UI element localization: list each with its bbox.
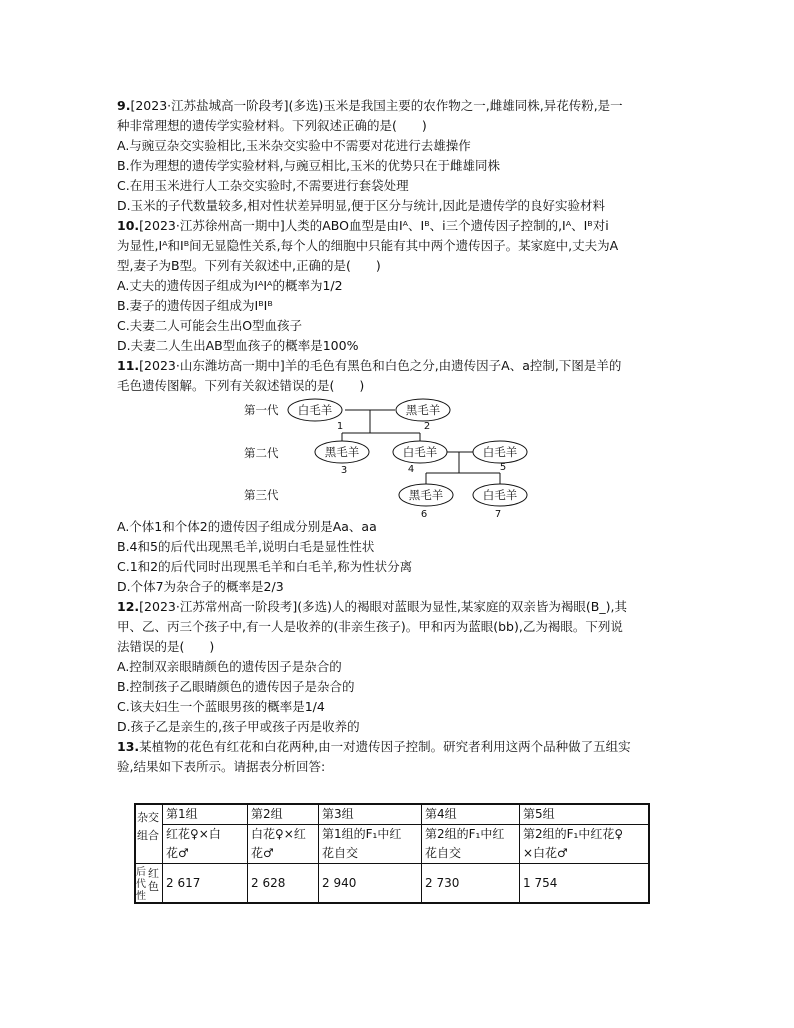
gen-label-1: 第一代 — [244, 403, 279, 417]
q13-stem-line1 — [117, 737, 631, 756]
cross-cell-2 — [248, 825, 319, 864]
q12-stem-line1 — [117, 597, 627, 616]
q10-option-d: D.夫妻二人生出AB型血孩子的概率是100% — [117, 338, 359, 353]
q12-stem-text1: [2023·江苏常州高一阶段考](多选)人的褐眼对蓝眼为显性,某家庭的双亲皆为褐眼(B_),其 — [139, 599, 627, 614]
table-row-values — [135, 864, 649, 904]
cross-cell-4 — [422, 825, 520, 864]
results-table — [134, 803, 650, 904]
pedigree-node-1-id: 1 — [336, 421, 344, 432]
q12-stem-line2: 甲、乙、丙三个孩子中,有一人是收养的(非亲生孩子)。甲和丙为蓝眼(bb),乙为褐眼。下列说 — [117, 619, 623, 634]
group-header-1: 第1组 — [163, 804, 248, 825]
pedigree-node-7-label: 白毛羊 — [482, 488, 518, 502]
q9-stem-text1: [2023·江苏盐城高一阶段考](多选)玉米是我国主要的农作物之一,雌雄同株,异花传粉,是一 — [130, 98, 623, 113]
q10-stem-text1: [2023·江苏徐州高一期中]人类的ABO血型是由Iᴬ、Iᴮ、i三个遗传因子控制的,Iᴬ、Iᴮ对i — [139, 218, 609, 233]
pedigree-node-1-label: 白毛羊 — [297, 403, 333, 417]
q10-number: 10. — [117, 218, 140, 233]
q11-option-c: C.1和2的后代同时出现黑毛羊和白毛羊,称为性状分离 — [117, 559, 413, 574]
q13-stem-text1: 某植物的花色有红花和白花两种,由一对遗传因子控制。研究者利用这两个品种做了五组实 — [139, 739, 631, 754]
pedigree-node-3-id: 3 — [340, 465, 348, 476]
cross-4-line1: 第2组的F₁中红 — [425, 827, 505, 841]
pedigree-node-2-label: 黑毛羊 — [405, 403, 441, 417]
pedigree-node-3-label: 黑毛羊 — [324, 445, 360, 459]
q9-stem-line2: 种非常理想的遗传学实验材料。下列叙述正确的是( ) — [117, 118, 427, 133]
group-header-3: 第3组 — [319, 804, 422, 825]
q11-option-d: D.个体7为杂合子的概率是2/3 — [117, 579, 284, 594]
pedigree-node-5-id: 5 — [499, 462, 507, 473]
cross-5-line2: ×白花♂ — [523, 846, 568, 860]
gen-label-3: 第三代 — [244, 488, 279, 502]
pedigree-node-4-label: 白毛羊 — [402, 445, 438, 459]
pedigree-node-2-id: 2 — [423, 421, 431, 432]
pedigree-node-4-id: 4 — [407, 464, 415, 475]
q11-number: 11. — [117, 358, 140, 373]
q9-option-d: D.玉米的子代数量较多,相对性状差异明显,便于区分与统计,因此是遗传学的良好实验材料 — [117, 198, 606, 213]
cross-1-line2: 花♂ — [166, 846, 189, 860]
q12-stem-line3: 法错误的是( ) — [117, 639, 215, 654]
cross-3-line1: 第1组的F₁中红 — [322, 827, 402, 841]
cross-cell-3 — [319, 825, 422, 864]
group-header-4: 第4组 — [422, 804, 520, 825]
q12-option-c: C.该夫妇生一个蓝眼男孩的概率是1/4 — [117, 699, 325, 714]
pedigree-node-6-id: 6 — [420, 509, 428, 520]
row-header-cross-text: 杂交组合 — [137, 811, 159, 842]
value-cell-2: 2 628 — [248, 864, 319, 904]
pedigree-node-7-id: 7 — [494, 509, 502, 520]
q9-number: 9. — [117, 98, 131, 113]
q11-stem-line2: 毛色遗传图解。下列有关叙述错误的是( ) — [117, 378, 365, 393]
cross-3-line2: 花自交 — [322, 846, 359, 860]
q11-option-a: A.个体1和个体2的遗传因子组成分别是Aa、aa — [117, 519, 377, 534]
q11-option-b: B.4和5的后代出现黑毛羊,说明白毛是显性性状 — [117, 539, 375, 554]
value-cell-1: 2 617 — [163, 864, 248, 904]
group-header-5: 第5组 — [520, 804, 650, 825]
q11-stem-text1: [2023·山东潍坊高一期中]羊的毛色有黑色和白色之分,由遗传因子A、a控制,下图是羊的 — [139, 358, 622, 373]
table-row-groups — [135, 804, 649, 825]
value-cell-4: 2 730 — [422, 864, 520, 904]
q12-option-b: B.控制孩子乙眼睛颜色的遗传因子是杂合的 — [117, 679, 355, 694]
q10-stem-line2: 为显性,Iᴬ和Iᴮ间无显隐性关系,每个人的细胞中只能有其中两个遗传因子。某家庭中,丈夫为A — [117, 238, 619, 253]
group-header-2: 第2组 — [248, 804, 319, 825]
q9-stem-line1 — [117, 96, 623, 115]
pedigree-node-6-label: 黑毛羊 — [408, 488, 444, 502]
q9-option-a: A.与豌豆杂交实验相比,玉米杂交实验中不需要对花进行去雄操作 — [117, 138, 471, 153]
cross-2-line2: 花♂ — [251, 846, 274, 860]
q10-option-b: B.妻子的遗传因子组成为IᴮIᴮ — [117, 298, 273, 313]
row-header-offspring — [135, 864, 163, 904]
q10-stem-line1 — [117, 216, 609, 235]
value-cell-5: 1 754 — [520, 864, 650, 904]
q9-option-b: B.作为理想的遗传学实验材料,与豌豆相比,玉米的优势只在于雌雄同株 — [117, 158, 500, 173]
row-header-offspring-text: 后代性 — [136, 867, 146, 902]
q10-option-a: A.丈夫的遗传因子组成为IᴬIᴬ的概率为1/2 — [117, 278, 343, 293]
cross-2-line1: 白花♀×红 — [251, 827, 306, 841]
gen-label-2: 第二代 — [244, 446, 279, 460]
q13-number: 13. — [117, 739, 140, 754]
q10-option-c: C.夫妻二人可能会生出O型血孩子 — [117, 318, 303, 333]
row-subheader-red: 红色 — [148, 867, 159, 893]
row-header-cross — [135, 804, 163, 864]
q12-option-d: D.孩子乙是亲生的,孩子甲或孩子丙是收养的 — [117, 719, 360, 734]
q10-stem-line3: 型,妻子为B型。下列有关叙述中,正确的是( ) — [117, 258, 381, 273]
pedigree-node-5-label: 白毛羊 — [482, 445, 518, 459]
q12-number: 12. — [117, 599, 140, 614]
cross-cell-5 — [520, 825, 650, 864]
cross-1-line1: 红花♀×白 — [166, 827, 221, 841]
q12-option-a: A.控制双亲眼睛颜色的遗传因子是杂合的 — [117, 659, 342, 674]
table-row-crosses — [135, 825, 649, 864]
cross-cell-1 — [163, 825, 248, 864]
cross-5-line1: 第2组的F₁中红花♀ — [523, 827, 624, 841]
q13-stem-line2: 验,结果如下表所示。请据表分析回答: — [117, 759, 326, 774]
pedigree-diagram — [244, 395, 540, 520]
value-cell-3: 2 940 — [319, 864, 422, 904]
q9-option-c: C.在用玉米进行人工杂交实验时,不需要进行套袋处理 — [117, 178, 409, 193]
q11-stem-line1 — [117, 356, 621, 375]
cross-4-line2: 花自交 — [425, 846, 462, 860]
